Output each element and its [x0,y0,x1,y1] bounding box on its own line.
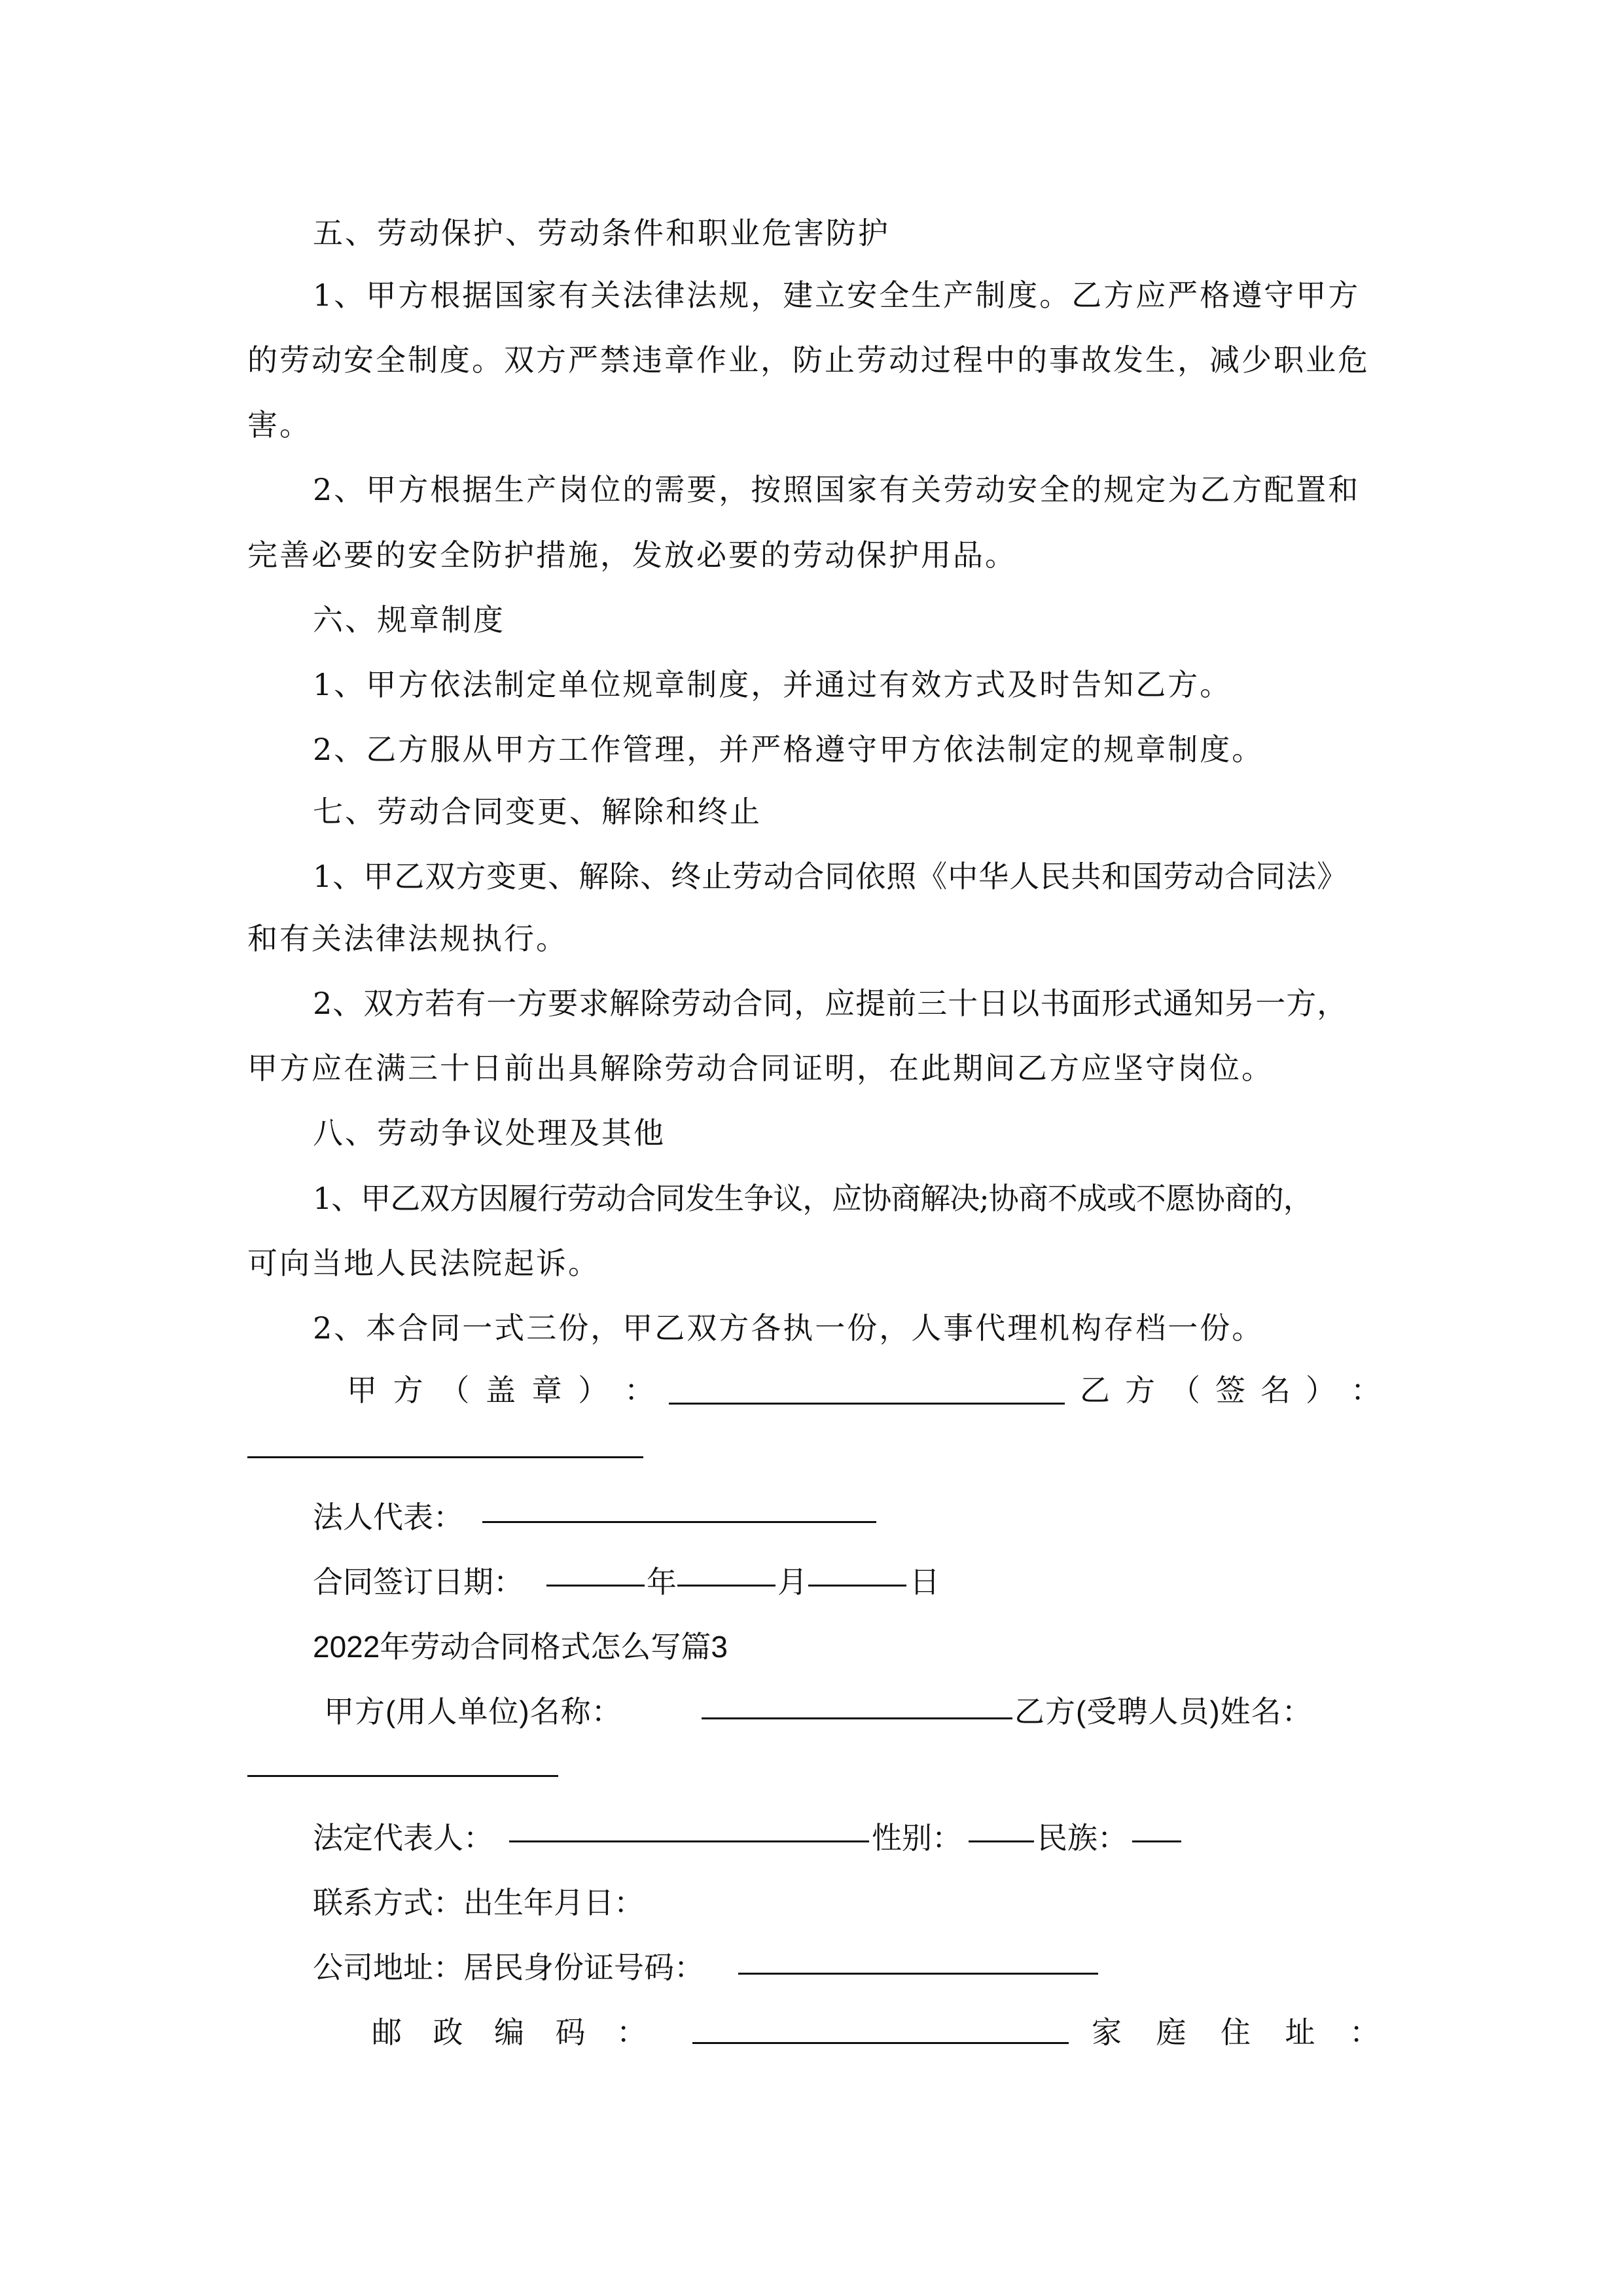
address-id-label: 公司地址：居民身份证号码： [313,1950,704,1984]
home-address-label: 家 庭 住 址 ： [1092,2015,1380,2049]
section-8-heading: 八、劳动争议处理及其他 [313,1115,666,1151]
paragraph-line: 1、甲乙双方变更、解除、终止劳动合同依照《中华人民共和国劳动合同法》 [313,859,1348,894]
ethnicity-blank[interactable] [1132,1840,1181,1842]
section-6-heading: 六、规章制度 [313,602,505,637]
employer-name-blank[interactable] [702,1717,1012,1719]
party-b-sign-blank[interactable] [247,1456,643,1458]
paragraph-line: 2、双方若有一方要求解除劳动合同，应提前三十日以书面形式通知另一方， [313,986,1348,1021]
paragraph-line: 2、甲方根据生产岗位的需要，按照国家有关劳动安全的规定为乙方配置和 [313,472,1361,507]
party-a-seal-label: 甲 方 （ 盖 章 ） ： [347,1373,654,1407]
postal-code-label: 邮 政 编 码 ： [372,2015,647,2049]
year-blank[interactable] [546,1585,645,1587]
sign-date-label: 合同签订日期： [313,1565,524,1599]
year-label: 年 [647,1565,677,1599]
gender-label: 性别： [872,1821,962,1855]
legal-rep-blank[interactable] [482,1521,876,1523]
employer-name-label: 甲方(用人单位)名称： [324,1695,622,1729]
paragraph-line: 和有关法律法规执行。 [247,921,568,956]
day-label: 日 [910,1565,940,1599]
party-b-sign-label: 乙 方 （ 签 名 ） ： [1080,1373,1381,1407]
section-7-heading: 七、劳动合同变更、解除和终止 [313,794,762,829]
paragraph-line: 害。 [247,407,312,442]
legal-rep-label: 法人代表： [313,1500,463,1534]
paragraph-line: 2、乙方服从甲方工作管理，并严格遵守甲方依法制定的规章制度。 [313,732,1264,767]
paragraph-line: 的劳动安全制度。双方严禁违章作业，防止劳动过程中的事故发生，减少职业危 [247,342,1370,378]
month-blank[interactable] [677,1585,776,1587]
paragraph-line: 完善必要的安全防护措施，发放必要的劳动保护用品。 [247,537,1017,573]
legal-representative-label: 法定代表人： [313,1821,493,1855]
paragraph-line: 2、本合同一式三份，甲乙双方各执一份，人事代理机构存档一份。 [313,1310,1264,1346]
paragraph-line: 1、甲乙双方因履行劳动合同发生争议，应协商解决;协商不成或不愿协商的， [313,1181,1313,1216]
paragraph-line: 1、甲方根据国家有关法律法规，建立安全生产制度。乙方应严格遵守甲方 [313,278,1361,313]
month-label: 月 [777,1565,808,1599]
gender-blank[interactable] [969,1840,1034,1842]
contact-birthdate-label: 联系方式：出生年月日： [313,1886,644,1920]
paragraph-line: 1、甲方依法制定单位规章制度，并通过有效方式及时告知乙方。 [313,667,1232,702]
ethnicity-label: 民族： [1037,1821,1128,1855]
employee-name-label: 乙方(受聘人员)姓名： [1014,1695,1313,1729]
day-blank[interactable] [808,1585,906,1587]
contract-title: 2022年劳动合同格式怎么写篇3 [313,1630,728,1664]
party-a-seal-blank[interactable] [669,1403,1065,1405]
id-number-blank[interactable] [738,1973,1098,1975]
section-5-heading: 五、劳动保护、劳动条件和职业危害防护 [313,215,890,251]
paragraph-line: 甲方应在满三十日前出具解除劳动合同证明，在此期间乙方应坚守岗位。 [247,1050,1274,1086]
employee-name-blank[interactable] [247,1775,558,1777]
paragraph-line: 可向当地人民法院起诉。 [247,1246,600,1281]
legal-representative-blank[interactable] [509,1840,869,1842]
postal-code-blank[interactable] [692,2042,1069,2044]
